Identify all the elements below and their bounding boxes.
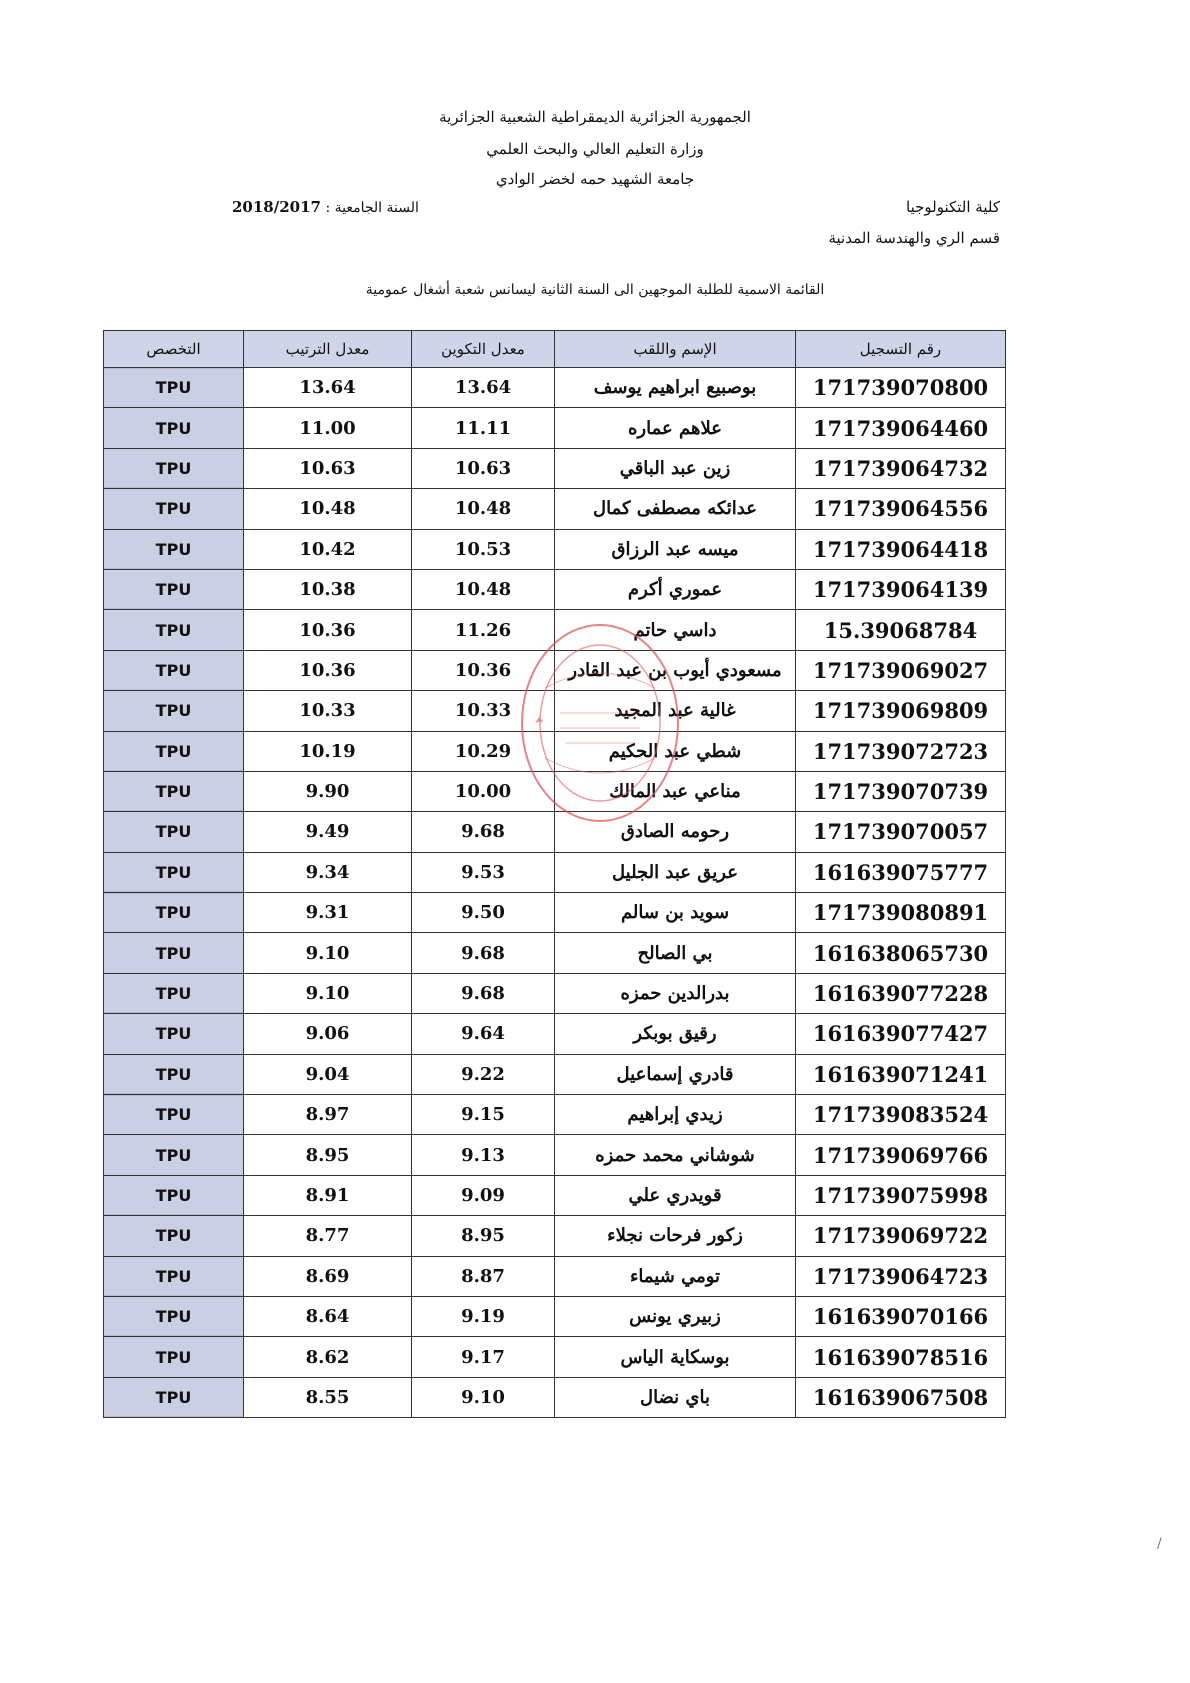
academic-year-value: 2018/2017 (232, 198, 321, 216)
row-rank-average: 11.00 (244, 408, 412, 448)
row-registration: 171739070739 (796, 771, 1006, 811)
row-specialty: TPU (104, 569, 244, 609)
table-row (104, 1054, 1006, 1094)
row-name: شطي عبد الحكيم (555, 731, 796, 771)
row-name: مسعودي أيوب بن عبد القادر (555, 650, 796, 690)
table-row (104, 489, 1006, 529)
row-name: زكور فرحات نجلاء (555, 1216, 796, 1256)
row-rank-average: 9.49 (244, 812, 412, 852)
table-row (104, 691, 1006, 731)
row-name: بوسكاية الياس (555, 1337, 796, 1377)
row-rank-average: 10.36 (244, 650, 412, 690)
table-header-row (104, 331, 1006, 368)
row-registration: 171739069766 (796, 1135, 1006, 1175)
row-name: عموري أكرم (555, 569, 796, 609)
row-name: قويدري علي (555, 1175, 796, 1215)
row-rank-average: 10.63 (244, 448, 412, 488)
row-training-average: 11.26 (412, 610, 555, 650)
row-specialty: TPU (104, 933, 244, 973)
row-training-average: 11.11 (412, 408, 555, 448)
row-rank-average: 8.95 (244, 1135, 412, 1175)
row-training-average: 10.36 (412, 650, 555, 690)
row-registration: 171739064723 (796, 1256, 1006, 1296)
ministry-header: وزارة التعليم العالي والبحث العلمي (486, 140, 704, 158)
row-training-average: 9.53 (412, 852, 555, 892)
row-training-average: 10.63 (412, 448, 555, 488)
row-registration: 161639070166 (796, 1296, 1006, 1336)
row-rank-average: 8.62 (244, 1337, 412, 1377)
row-specialty: TPU (104, 610, 244, 650)
row-specialty: TPU (104, 852, 244, 892)
row-name: قادري إسماعيل (555, 1054, 796, 1094)
row-name: ميسه عبد الرزاق (555, 529, 796, 569)
row-registration: 171739064460 (796, 408, 1006, 448)
row-specialty: TPU (104, 408, 244, 448)
row-registration: 15.39068784 (796, 610, 1006, 650)
row-specialty: TPU (104, 893, 244, 933)
row-name: علاهم عماره (555, 408, 796, 448)
row-specialty: TPU (104, 1216, 244, 1256)
row-training-average: 9.50 (412, 893, 555, 933)
row-rank-average: 10.36 (244, 610, 412, 650)
row-registration: 161639078516 (796, 1337, 1006, 1377)
row-specialty: TPU (104, 691, 244, 731)
row-registration: 161639077228 (796, 973, 1006, 1013)
row-registration: 171739070800 (796, 368, 1006, 408)
row-specialty: TPU (104, 489, 244, 529)
row-name: عدائكه مصطفى كمال (555, 489, 796, 529)
row-training-average: 9.17 (412, 1337, 555, 1377)
row-name: زين عبد الباقي (555, 448, 796, 488)
table-row (104, 852, 1006, 892)
row-training-average: 9.68 (412, 973, 555, 1013)
row-specialty: TPU (104, 1256, 244, 1296)
row-rank-average: 8.69 (244, 1256, 412, 1296)
table-row (104, 1095, 1006, 1135)
table-row (104, 569, 1006, 609)
row-training-average: 9.22 (412, 1054, 555, 1094)
table-row (104, 1014, 1006, 1054)
col-training-average: معدل التكوين (412, 331, 555, 368)
row-rank-average: 13.64 (244, 368, 412, 408)
row-rank-average: 8.77 (244, 1216, 412, 1256)
row-registration: 171739064418 (796, 529, 1006, 569)
row-name: رقيق بوبكر (555, 1014, 796, 1054)
row-training-average: 9.68 (412, 933, 555, 973)
table-row (104, 610, 1006, 650)
row-specialty: TPU (104, 1296, 244, 1336)
row-name: داسي حاتم (555, 610, 796, 650)
row-specialty: TPU (104, 1014, 244, 1054)
table-row (104, 1337, 1006, 1377)
row-rank-average: 10.19 (244, 731, 412, 771)
row-training-average: 10.53 (412, 529, 555, 569)
row-registration: 171739069809 (796, 691, 1006, 731)
row-training-average: 10.29 (412, 731, 555, 771)
row-training-average: 10.48 (412, 489, 555, 529)
row-registration: 171739083524 (796, 1095, 1006, 1135)
table-row (104, 1377, 1006, 1417)
row-rank-average: 9.90 (244, 771, 412, 811)
row-name: بوصبيع ابراهيم يوسف (555, 368, 796, 408)
row-rank-average: 10.42 (244, 529, 412, 569)
row-name: تومي شيماء (555, 1256, 796, 1296)
row-registration: 161639075777 (796, 852, 1006, 892)
row-name: بدرالدين حمزه (555, 973, 796, 1013)
row-specialty: TPU (104, 448, 244, 488)
row-registration: 171739064556 (796, 489, 1006, 529)
margin-mark: / (1157, 1536, 1162, 1552)
row-training-average: 10.00 (412, 771, 555, 811)
table-row (104, 1296, 1006, 1336)
row-registration: 171739064139 (796, 569, 1006, 609)
col-registration: رقم التسجيل (796, 331, 1006, 368)
row-registration: 171739070057 (796, 812, 1006, 852)
row-rank-average: 9.04 (244, 1054, 412, 1094)
row-rank-average: 8.97 (244, 1095, 412, 1135)
row-training-average: 9.09 (412, 1175, 555, 1215)
row-rank-average: 8.64 (244, 1296, 412, 1336)
row-rank-average: 9.10 (244, 933, 412, 973)
row-specialty: TPU (104, 731, 244, 771)
row-registration: 171739064732 (796, 448, 1006, 488)
row-name: رحومه الصادق (555, 812, 796, 852)
table-row (104, 973, 1006, 1013)
row-registration: 161639071241 (796, 1054, 1006, 1094)
row-specialty: TPU (104, 1054, 244, 1094)
col-rank-average: معدل الترتيب (244, 331, 412, 368)
table-row (104, 1256, 1006, 1296)
row-training-average: 13.64 (412, 368, 555, 408)
row-name: باي نضال (555, 1377, 796, 1417)
table-row (104, 1216, 1006, 1256)
row-name: مناعي عبد المالك (555, 771, 796, 811)
row-specialty: TPU (104, 529, 244, 569)
row-specialty: TPU (104, 650, 244, 690)
row-rank-average: 10.48 (244, 489, 412, 529)
row-rank-average: 8.55 (244, 1377, 412, 1417)
table-row (104, 368, 1006, 408)
table-row (104, 731, 1006, 771)
row-specialty: TPU (104, 1095, 244, 1135)
academic-year-label: السنة الجامعية : (325, 200, 419, 216)
row-specialty: TPU (104, 812, 244, 852)
table-row (104, 650, 1006, 690)
col-specialty: التخصص (104, 331, 244, 368)
row-registration: 161638065730 (796, 933, 1006, 973)
row-specialty: TPU (104, 973, 244, 1013)
row-name: زبيري يونس (555, 1296, 796, 1336)
row-rank-average: 10.33 (244, 691, 412, 731)
row-registration: 171739072723 (796, 731, 1006, 771)
row-name: غالية عبد المجيد (555, 691, 796, 731)
row-name: بي الصالح (555, 933, 796, 973)
row-registration: 161639067508 (796, 1377, 1006, 1417)
row-rank-average: 9.31 (244, 893, 412, 933)
table-row (104, 1135, 1006, 1175)
row-rank-average: 9.06 (244, 1014, 412, 1054)
students-table (103, 330, 1006, 1418)
university-header: جامعة الشهيد حمه لخضر الوادي (495, 170, 695, 188)
row-specialty: TPU (104, 1377, 244, 1417)
row-registration: 161639077427 (796, 1014, 1006, 1054)
row-rank-average: 9.10 (244, 973, 412, 1013)
row-name: عريق عبد الجليل (555, 852, 796, 892)
row-training-average: 10.33 (412, 691, 555, 731)
row-registration: 171739075998 (796, 1175, 1006, 1215)
row-rank-average: 8.91 (244, 1175, 412, 1215)
row-registration: 171739069722 (796, 1216, 1006, 1256)
row-training-average: 9.68 (412, 812, 555, 852)
table-row (104, 812, 1006, 852)
faculty-label: كلية التكنولوجيا (906, 198, 1000, 216)
row-training-average: 10.48 (412, 569, 555, 609)
academic-year (232, 198, 419, 216)
row-specialty: TPU (104, 1135, 244, 1175)
row-rank-average: 9.34 (244, 852, 412, 892)
row-rank-average: 10.38 (244, 569, 412, 609)
row-name: شوشاني محمد حمزه (555, 1135, 796, 1175)
row-training-average: 8.95 (412, 1216, 555, 1256)
table-row (104, 448, 1006, 488)
row-training-average: 9.64 (412, 1014, 555, 1054)
row-name: سويد بن سالم (555, 893, 796, 933)
row-registration: 171739080891 (796, 893, 1006, 933)
row-training-average: 9.15 (412, 1095, 555, 1135)
row-name: زيدي إبراهيم (555, 1095, 796, 1135)
table-row (104, 529, 1006, 569)
row-training-average: 9.13 (412, 1135, 555, 1175)
col-name: الإسم واللقب (555, 331, 796, 368)
row-training-average: 9.10 (412, 1377, 555, 1417)
row-specialty: TPU (104, 368, 244, 408)
table-row (104, 933, 1006, 973)
row-registration: 171739069027 (796, 650, 1006, 690)
row-training-average: 9.19 (412, 1296, 555, 1336)
row-specialty: TPU (104, 1175, 244, 1215)
row-training-average: 8.87 (412, 1256, 555, 1296)
row-specialty: TPU (104, 771, 244, 811)
row-specialty: TPU (104, 1337, 244, 1377)
department-label: قسم الري والهندسة المدنية (828, 229, 1000, 247)
table-row (104, 1175, 1006, 1215)
table-row (104, 893, 1006, 933)
republic-header: الجمهورية الجزائرية الديمقراطية الشعبية الجزائرية (439, 108, 751, 126)
table-row (104, 408, 1006, 448)
list-title: القائمة الاسمية للطلبة الموجهين الى السنة الثانية ليسانس شعبة أشغال عمومية (365, 282, 825, 298)
table-row (104, 771, 1006, 811)
